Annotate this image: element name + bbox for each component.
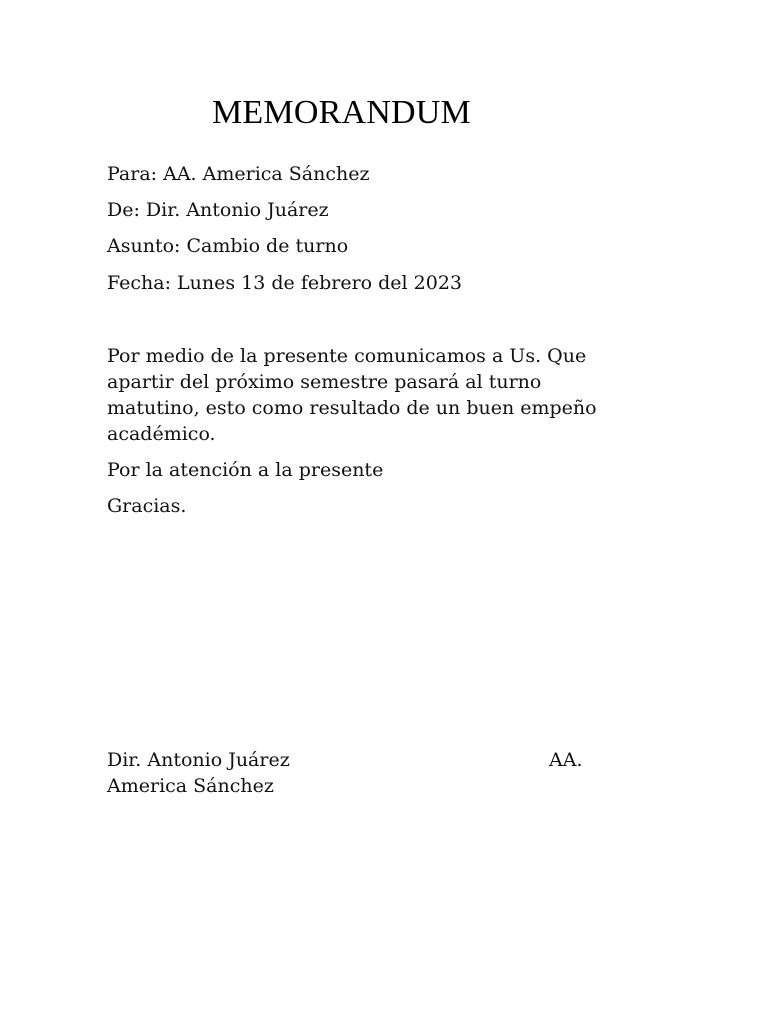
subject-line: Asunto: Cambio de turno [107,235,349,257]
body-paragraph-line: Por medio de la presente comunicamos a Us. Que [107,345,587,367]
recipient-signature-prefix: AA. [549,749,583,771]
memo-title: MEMORANDUM [212,94,471,131]
thanks-line: Gracias. [107,495,187,517]
recipient-signature-name: America Sánchez [107,775,274,797]
from-line: De: Dir. Antonio Juárez [107,199,329,221]
date-line: Fecha: Lunes 13 de febrero del 2023 [107,272,463,294]
body-paragraph-line: apartir del próximo semestre pasará al turno [107,371,542,393]
body-paragraph-line: matutino, esto como resultado de un buen empeño [107,397,597,419]
body-paragraph-line: académico. [107,423,216,445]
closing-line: Por la atención a la presente [107,459,384,481]
sender-signature: Dir. Antonio Juárez [107,749,290,771]
body-paragraph [107,343,667,447]
to-line: Para: AA. America Sánchez [107,163,370,185]
